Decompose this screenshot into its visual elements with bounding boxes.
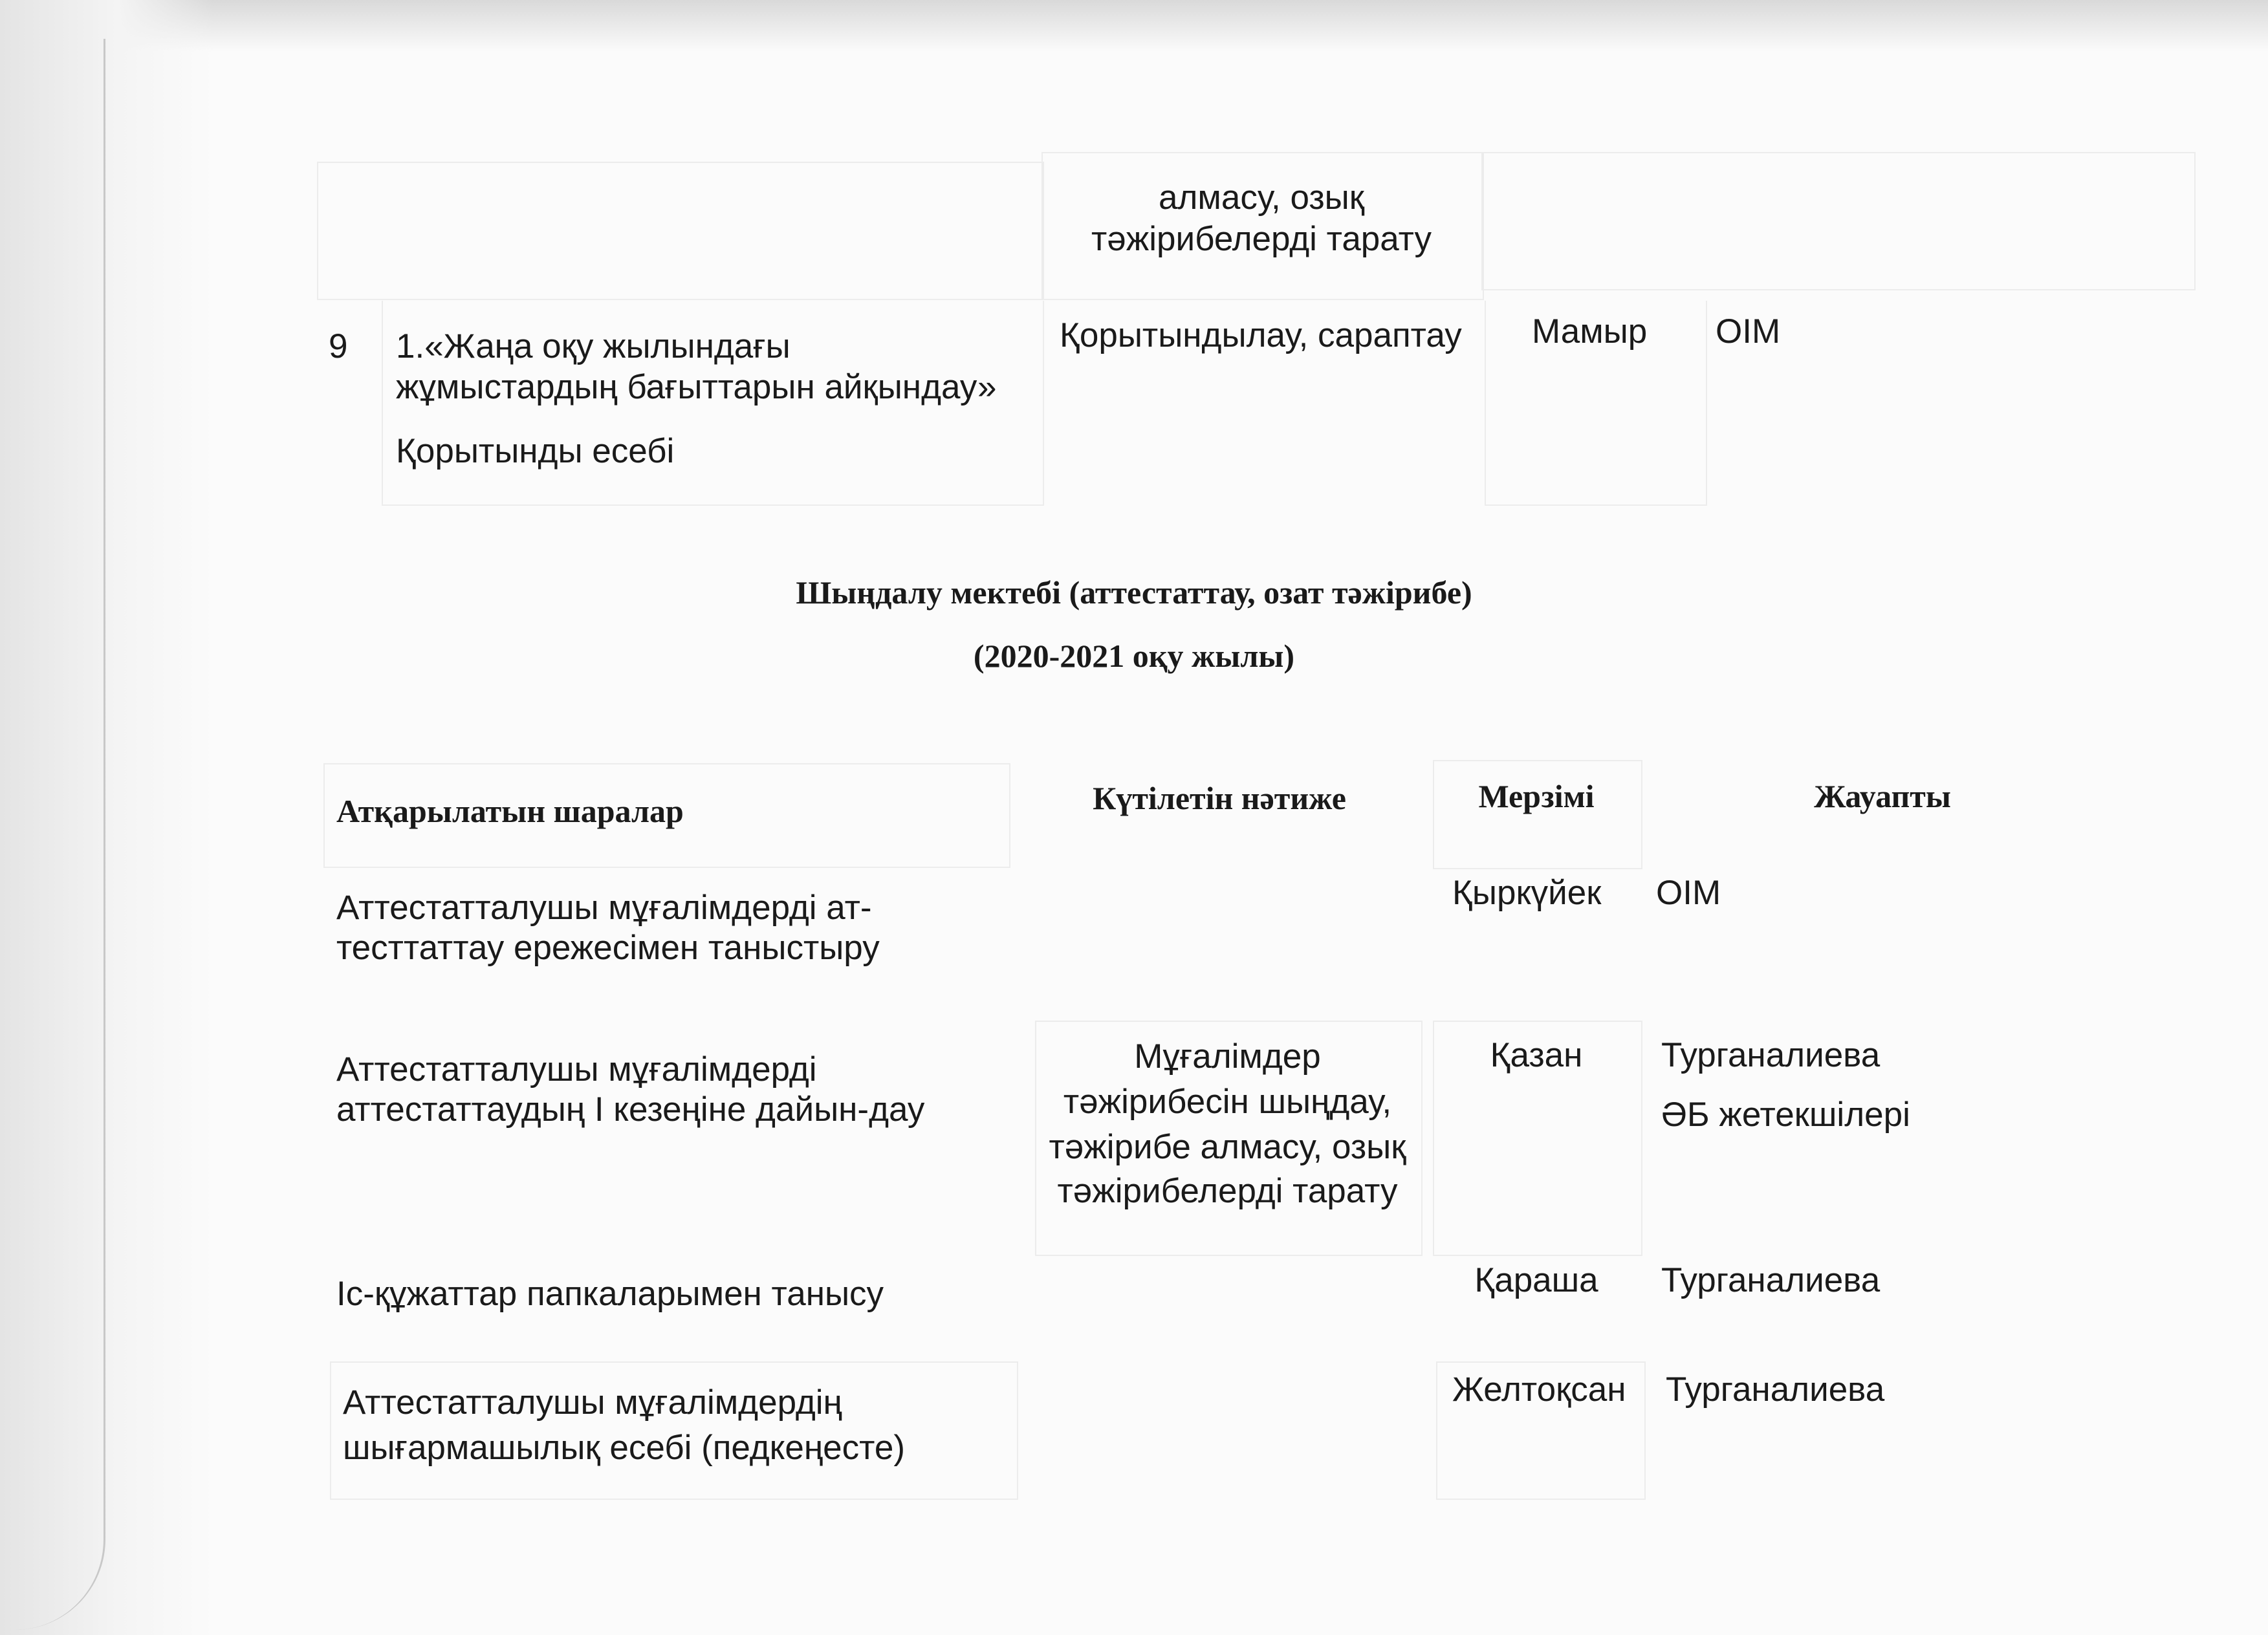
row3-deadline: Қараша (1474, 1261, 1598, 1299)
row1-responsible: ОІМ (1656, 874, 1721, 912)
row9-number: 9 (329, 327, 348, 365)
header-activities: Атқарылатын шаралар (336, 793, 684, 829)
section-title: Шыңдалу мектебі (аттестаттау, озат тәжірибе) (796, 574, 1472, 611)
row4-responsible: Турганалиева (1666, 1370, 1885, 1409)
cell-faded-right (1481, 152, 2196, 290)
row2-result-line1: Мұғалімдер (1134, 1037, 1321, 1076)
section-subtitle: (2020-2021 оқу жылы) (973, 638, 1295, 674)
row3-responsible: Турганалиева (1661, 1261, 1881, 1299)
row9-activity-line2: жұмыстардың бағыттарын айқындау» (396, 368, 997, 406)
header-deadline: Мерзімі (1478, 778, 1595, 814)
row2-result-line2: тәжірибесін шыңдау, (1063, 1083, 1392, 1121)
row4-activity-line2: шығармашылық есебі (педкеңесте) (343, 1429, 905, 1467)
row4-activity-line1: Аттестатталушы мұғалімдердің (343, 1383, 842, 1422)
row9-activity-line1: 1.«Жаңа оқу жылындағы (396, 327, 791, 365)
page-curl (13, 39, 105, 1630)
row1-activity-line1: Аттестатталушы мұғалімдерді ат- (336, 889, 872, 927)
row2-activity-line2: аттестаттаудың І кезеңіне дайын-дау (336, 1090, 925, 1129)
row1-deadline: Қыркүйек (1452, 874, 1602, 912)
row9-result: Қорытындылау, сараптау (1060, 316, 1462, 354)
row9-responsible: ОІМ (1716, 312, 1781, 351)
row1-activity-line2: тесттаттау ережесімен таныстыру (336, 929, 880, 967)
row9-deadline: Мамыр (1532, 312, 1648, 351)
cell-faded-left (317, 162, 1044, 300)
row2-responsible-line1: Турганалиева (1661, 1036, 1881, 1074)
scan-top-edge (0, 0, 2268, 52)
row2-activity-line1: Аттестатталушы мұғалімдерді (336, 1050, 817, 1088)
row9-activity-line3: Қорытынды есебі (396, 432, 675, 470)
continuation-result-line2: тәжірибелерді тарату (1091, 220, 1432, 258)
row2-deadline: Қазан (1490, 1036, 1583, 1074)
continuation-result-line1: алмасу, озық (1159, 179, 1364, 217)
row2-responsible-line2: ӘБ жетекшілері (1661, 1096, 1910, 1134)
row4-deadline: Желтоқсан (1452, 1370, 1626, 1409)
row3-activity-line1: Іс-құжаттар папкаларымен танысу (336, 1275, 884, 1313)
row2-result-line3: тәжірибе алмасу, озық (1049, 1128, 1406, 1166)
header-responsible: Жауапты (1814, 778, 1951, 814)
header-expected-result: Күтілетін нәтиже (1093, 780, 1346, 816)
row2-result-line4: тәжірибелерді тарату (1057, 1172, 1398, 1210)
